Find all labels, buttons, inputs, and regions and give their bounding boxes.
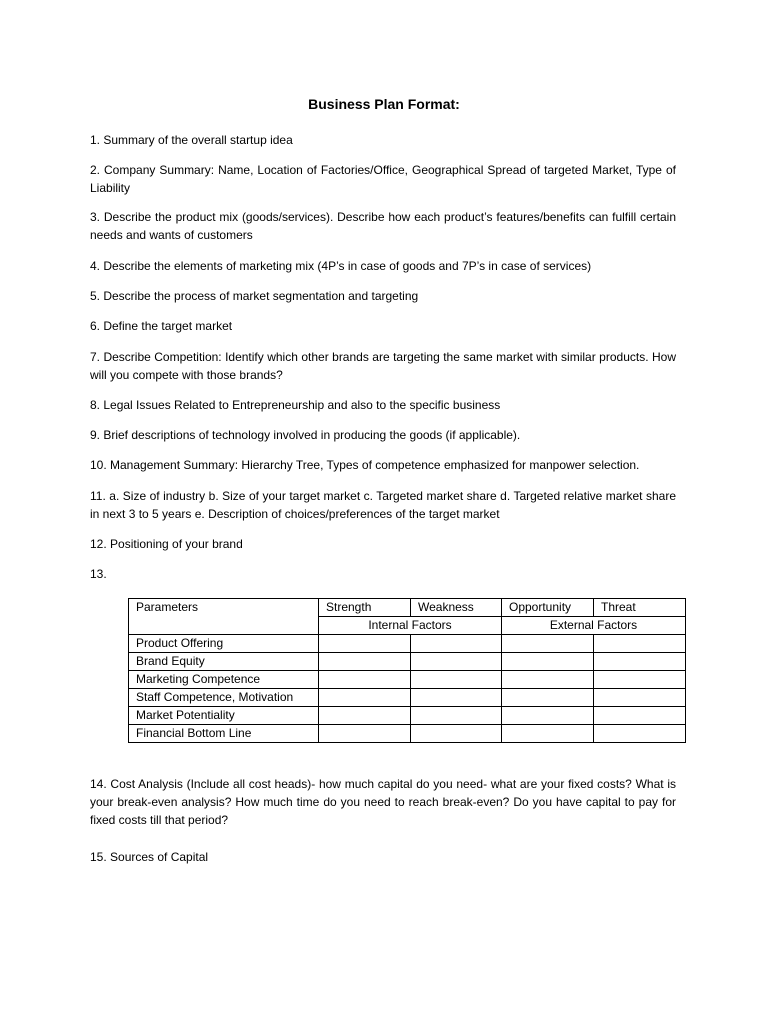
list-item-4: 4. Describe the elements of marketing mix (4P’s in case of goods and 7P’s in case of services) (90, 259, 592, 273)
list-item-2: 2. Company Summary: Name, Location of Factories/Office, Geographical Spread of targeted Market, Type of Liability (90, 163, 676, 195)
table-cell (594, 725, 686, 743)
list-item-13: 13. (90, 567, 107, 581)
table-header-parameters: Parameters (129, 599, 319, 617)
table-group-internal: Internal Factors (319, 617, 502, 635)
table-row-label: Product Offering (129, 635, 319, 653)
list-item-12: 12. Positioning of your brand (90, 537, 243, 551)
table-cell (411, 725, 502, 743)
table-row-label: Marketing Competence (129, 671, 319, 689)
table-row-label: Financial Bottom Line (129, 725, 319, 743)
table-row-label: Brand Equity (129, 653, 319, 671)
table-cell (502, 653, 594, 671)
swot-table (128, 598, 686, 743)
table-cell (411, 689, 502, 707)
table-header-row (129, 599, 686, 617)
list-item-15: 15. Sources of Capital (90, 850, 209, 864)
list-item-9: 9. Brief descriptions of technology involved in producing the goods (if applicable). (90, 428, 521, 442)
table-row (129, 671, 686, 689)
list-item-6: 6. Define the target market (90, 319, 233, 333)
table-cell-empty (129, 617, 319, 635)
table-cell (411, 707, 502, 725)
table-cell (319, 653, 411, 671)
table-header-opportunity: Opportunity (502, 599, 594, 617)
table-cell (319, 671, 411, 689)
table-row-label: Market Potentiality (129, 707, 319, 725)
list-item-3: 3. Describe the product mix (goods/services). Describe how each product’s features/benefits can fulfill certain needs and wants of customers (90, 210, 676, 242)
table-cell (502, 725, 594, 743)
table-cell (411, 653, 502, 671)
list-item-1: 1. Summary of the overall startup idea (90, 133, 293, 147)
table-cell (319, 689, 411, 707)
table-cell (502, 689, 594, 707)
table-cell (594, 635, 686, 653)
table-header-weakness: Weakness (411, 599, 502, 617)
list-item-8: 8. Legal Issues Related to Entrepreneurship and also to the specific business (90, 398, 501, 412)
table-row (129, 653, 686, 671)
list-item-5: 5. Describe the process of market segmentation and targeting (90, 289, 419, 303)
table-cell (502, 635, 594, 653)
table-cell (502, 707, 594, 725)
table-row-label: Staff Competence, Motivation (129, 689, 319, 707)
table-group-row (129, 617, 686, 635)
table-cell (594, 707, 686, 725)
table-row (129, 725, 686, 743)
table-cell (594, 671, 686, 689)
table-cell (319, 725, 411, 743)
list-item-14: 14. Cost Analysis (Include all cost heads)- how much capital do you need- what are your fixed costs? What is your break-even analysis? How much time do you need to reach break-even? Do you have capital to pay for fixed costs till that period? (90, 777, 676, 827)
table-cell (411, 671, 502, 689)
table-header-threat: Threat (594, 599, 686, 617)
table-header-strength: Strength (319, 599, 411, 617)
table-cell (594, 689, 686, 707)
table-row (129, 635, 686, 653)
document-title: Business Plan Format: (308, 96, 460, 112)
table-cell (594, 653, 686, 671)
table-cell (319, 707, 411, 725)
table-cell (411, 635, 502, 653)
table-group-external: External Factors (502, 617, 686, 635)
table-cell (319, 635, 411, 653)
table-row (129, 707, 686, 725)
list-item-10: 10. Management Summary: Hierarchy Tree, Types of competence emphasized for manpower selection. (90, 458, 640, 472)
list-item-7: 7. Describe Competition: Identify which other brands are targeting the same market with similar products. How will you compete with those brands? (90, 350, 676, 382)
table-cell (502, 671, 594, 689)
list-item-11: 11. a. Size of industry b. Size of your target market c. Targeted market share d. Targeted relative market share in next 3 to 5 years e. Description of choices/preferences of the target market (90, 489, 676, 521)
table-row (129, 689, 686, 707)
